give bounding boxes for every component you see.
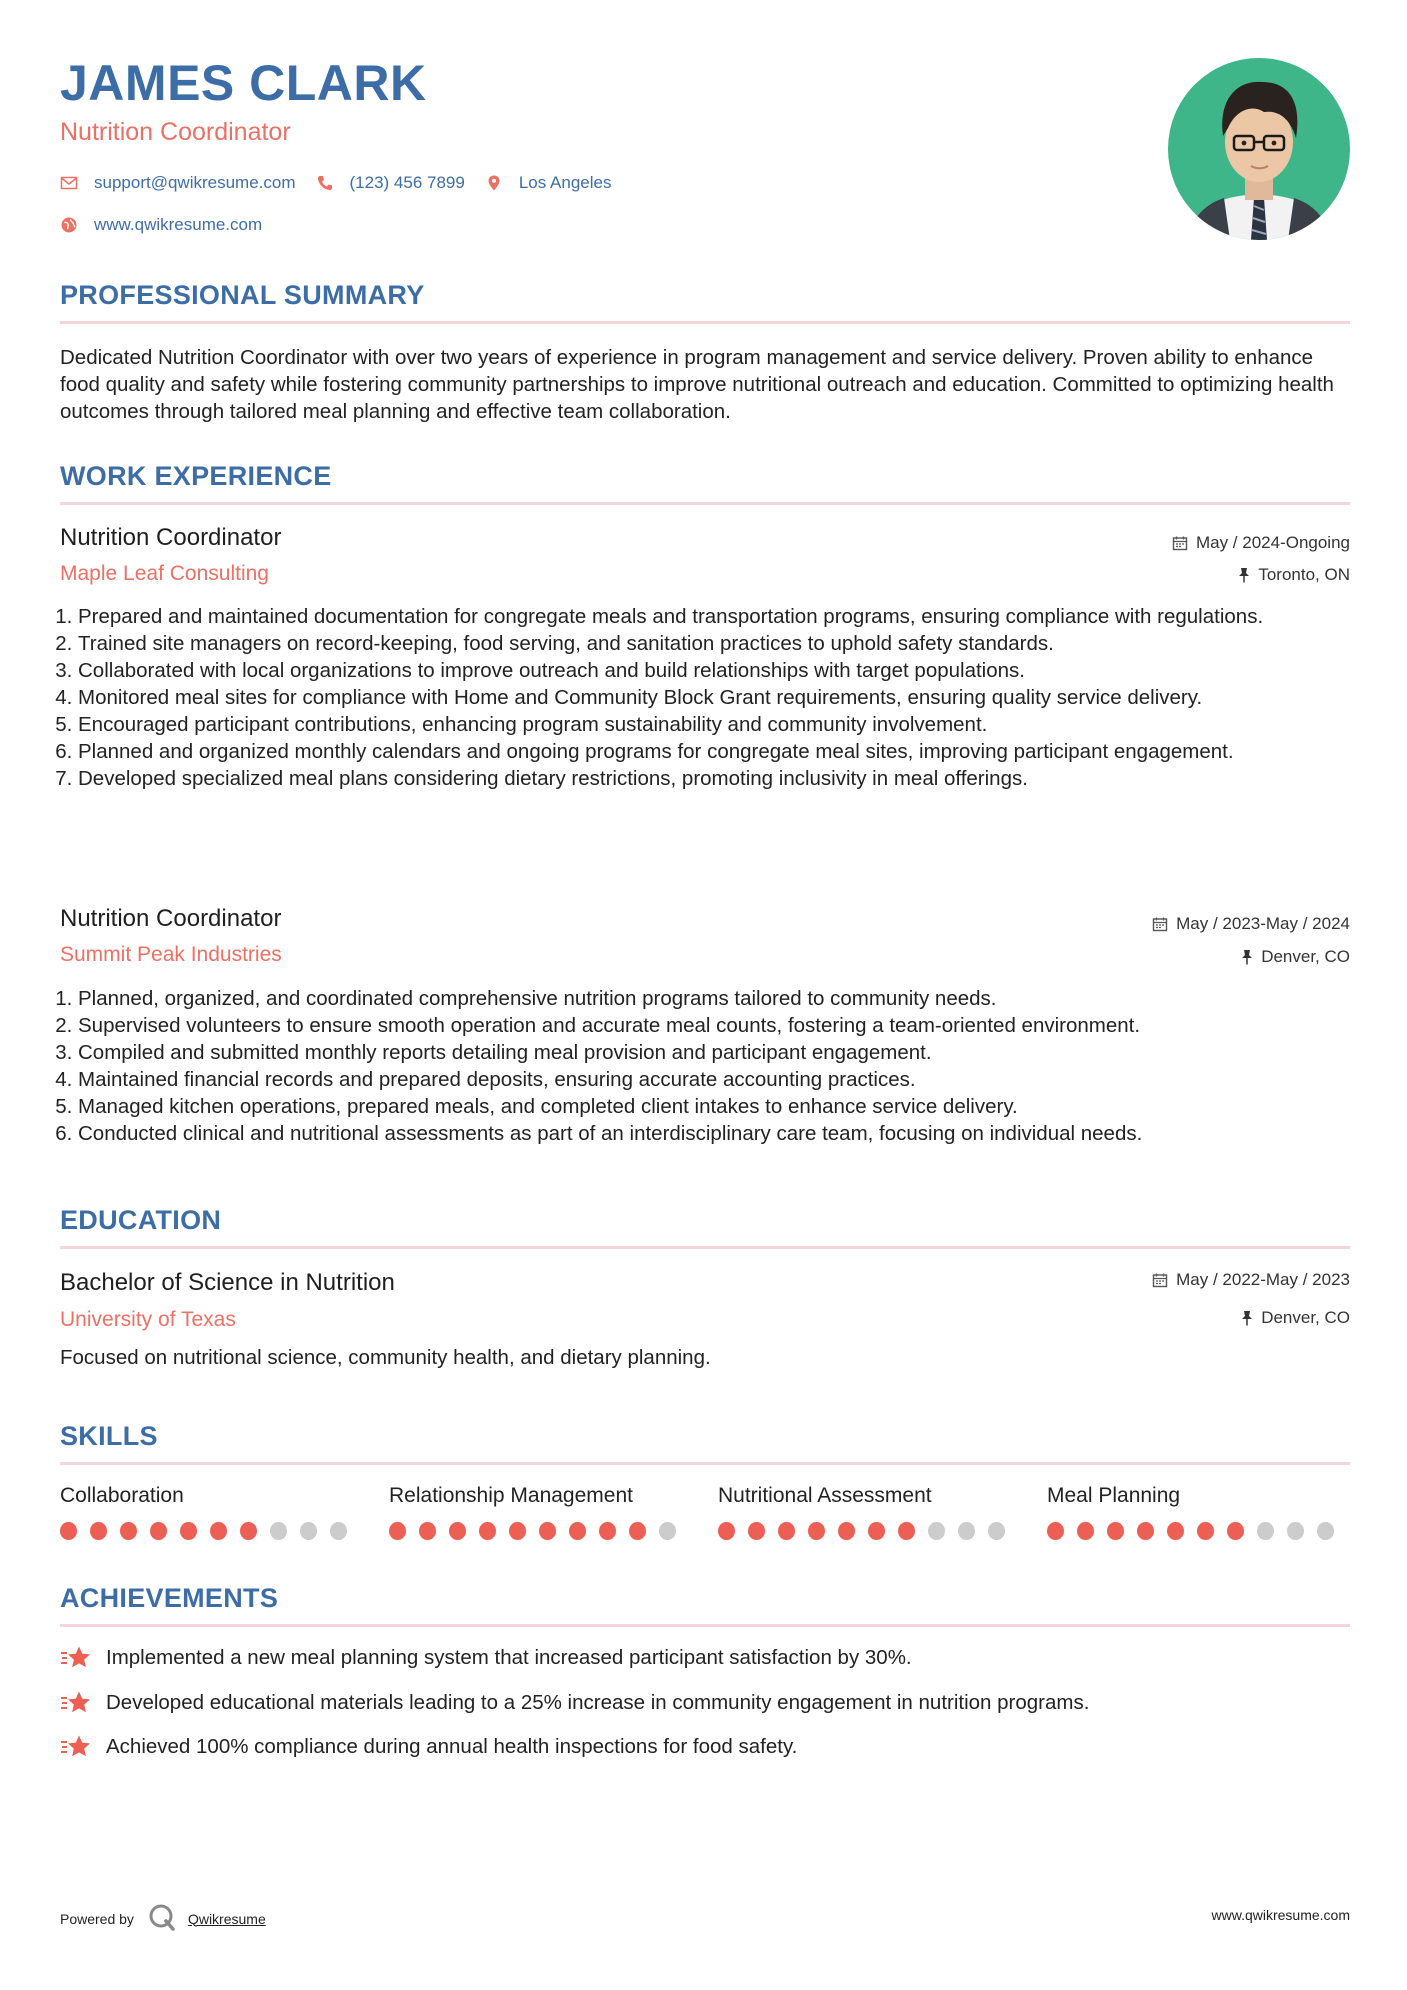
education-heading: EDUCATION — [60, 1205, 222, 1235]
company-name: Maple Leaf Consulting — [60, 562, 269, 585]
rating-dot-filled — [599, 1522, 616, 1540]
job-bullets — [60, 603, 1368, 792]
skill-item — [389, 1484, 689, 1540]
rating-dot-filled — [898, 1522, 915, 1540]
list-item: 1. Planned, organized, and coordinated comprehensive nutrition programs tailored to community needs. — [78, 985, 1368, 1012]
email-icon — [60, 174, 78, 192]
rating-dot-empty — [659, 1522, 676, 1540]
rating-dot-filled — [60, 1522, 77, 1540]
powered-by-label: Powered by — [60, 1910, 134, 1927]
globe-icon — [60, 216, 78, 234]
job-location — [1241, 947, 1350, 967]
website-link[interactable]: www.qwikresume.com — [94, 215, 263, 234]
skill-rating — [718, 1522, 1018, 1540]
skill-rating — [389, 1522, 689, 1540]
rating-dot-filled — [120, 1522, 137, 1540]
rating-dot-filled — [748, 1522, 765, 1540]
rating-dot-empty — [958, 1522, 975, 1540]
star-icon — [60, 1645, 92, 1671]
job-location-text: Toronto, ON — [1258, 565, 1350, 584]
location-pin-icon — [485, 174, 503, 192]
skill-item — [1047, 1484, 1347, 1540]
rating-dot-filled — [778, 1522, 795, 1540]
list-item: 2. Trained site managers on record-keeping, food serving, and sanitation practices to uphold safety standards. — [78, 630, 1368, 657]
rating-dot-empty — [928, 1522, 945, 1540]
rating-dot-filled — [1197, 1522, 1214, 1540]
skills-divider — [60, 1462, 1350, 1465]
footer-credit — [60, 1903, 266, 1934]
experience-divider — [60, 502, 1350, 505]
pushpin-icon — [1241, 949, 1253, 965]
rating-dot-filled — [419, 1522, 436, 1540]
list-item: 5. Encouraged participant contributions, enhancing program sustainability and community involvement. — [78, 711, 1368, 738]
rating-dot-empty — [1287, 1522, 1304, 1540]
experience-heading: WORK EXPERIENCE — [60, 461, 332, 491]
job-dates — [1152, 914, 1350, 934]
degree-title: Bachelor of Science in Nutrition — [60, 1269, 395, 1296]
qwikresume-logo-icon — [148, 1903, 176, 1934]
summary-heading: PROFESSIONAL SUMMARY — [60, 280, 425, 310]
rating-dot-filled — [150, 1522, 167, 1540]
education-dates — [1152, 1270, 1350, 1290]
list-item: 3. Compiled and submitted monthly reports detailing meal provision and participant engagement. — [78, 1039, 1368, 1066]
summary-divider — [60, 321, 1350, 324]
phone-icon — [316, 174, 334, 192]
achievement-item — [60, 1645, 912, 1671]
rating-dot-filled — [180, 1522, 197, 1540]
skill-item — [60, 1484, 360, 1540]
education-location — [1241, 1308, 1350, 1328]
list-item: 5. Managed kitchen operations, prepared meals, and completed client intakes to enhance service delivery. — [78, 1093, 1368, 1120]
achievement-text: Implemented a new meal planning system that increased participant satisfaction by 30%. — [106, 1646, 912, 1669]
candidate-name: JAMES CLARK — [60, 55, 427, 111]
list-item: 1. Prepared and maintained documentation for congregate meals and transportation programs, ensuring compliance with regulations. — [78, 603, 1368, 630]
achievement-item — [60, 1690, 1089, 1716]
star-icon — [60, 1734, 92, 1760]
rating-dot-empty — [988, 1522, 1005, 1540]
rating-dot-empty — [1257, 1522, 1274, 1540]
summary-text: Dedicated Nutrition Coordinator with over two years of experience in program management and service delivery. Proven ability to enhance food quality and safety while fostering community partnerships to improve nutritional outreach and education. Committed to optimizing health outcomes through tailored meal planning and effective team collaboration. — [60, 346, 1334, 423]
achievements-divider — [60, 1624, 1350, 1627]
rating-dot-filled — [1077, 1522, 1094, 1540]
list-item: 7. Developed specialized meal plans considering dietary restrictions, promoting inclusivity in meal offerings. — [78, 765, 1368, 792]
job-title: Nutrition Coordinator — [60, 905, 282, 932]
rating-dot-filled — [808, 1522, 825, 1540]
skill-name: Collaboration — [60, 1484, 184, 1507]
rating-dot-empty — [300, 1522, 317, 1540]
pushpin-icon — [1238, 567, 1250, 583]
rating-dot-filled — [90, 1522, 107, 1540]
rating-dot-empty — [1317, 1522, 1334, 1540]
rating-dot-empty — [270, 1522, 287, 1540]
skill-name: Meal Planning — [1047, 1484, 1181, 1507]
rating-dot-filled — [1167, 1522, 1184, 1540]
rating-dot-filled — [449, 1522, 466, 1540]
rating-dot-filled — [240, 1522, 257, 1540]
job-title: Nutrition Coordinator — [60, 524, 282, 551]
list-item: 4. Monitored meal sites for compliance with Home and Community Block Grant requirements, ensuring quality service delivery. — [78, 684, 1368, 711]
skills-heading: SKILLS — [60, 1421, 158, 1451]
school-name: University of Texas — [60, 1308, 236, 1331]
rating-dot-filled — [210, 1522, 227, 1540]
calendar-icon — [1172, 535, 1188, 551]
skill-rating — [1047, 1522, 1347, 1540]
rating-dot-filled — [539, 1522, 556, 1540]
footer-url[interactable]: www.qwikresume.com — [1211, 1907, 1350, 1923]
achievement-item — [60, 1734, 797, 1760]
phone-number[interactable]: (123) 456 7899 — [349, 173, 465, 192]
job-dates-text: May / 2023-May / 2024 — [1176, 914, 1350, 933]
profile-photo — [1168, 58, 1350, 240]
list-item: 6. Conducted clinical and nutritional assessments as part of an interdisciplinary care team, focusing on individual needs. — [78, 1120, 1368, 1147]
rating-dot-filled — [479, 1522, 496, 1540]
list-item: 2. Supervised volunteers to ensure smooth operation and accurate meal counts, fostering a team-oriented environment. — [78, 1012, 1368, 1039]
job-location — [1238, 565, 1350, 585]
list-item: 6. Planned and organized monthly calendars and ongoing programs for congregate meal sites, improving participant engagement. — [78, 738, 1368, 765]
company-name: Summit Peak Industries — [60, 943, 282, 966]
contact-row-secondary — [60, 215, 282, 235]
rating-dot-filled — [838, 1522, 855, 1540]
star-icon — [60, 1690, 92, 1716]
pushpin-icon — [1241, 1310, 1253, 1326]
rating-dot-filled — [1137, 1522, 1154, 1540]
rating-dot-filled — [629, 1522, 646, 1540]
skill-rating — [60, 1522, 360, 1540]
achievement-text: Achieved 100% compliance during annual health inspections for food safety. — [106, 1735, 798, 1758]
rating-dot-filled — [389, 1522, 406, 1540]
calendar-icon — [1152, 1272, 1168, 1288]
education-location-text: Denver, CO — [1261, 1308, 1350, 1327]
email-link[interactable]: support@qwikresume.com — [94, 173, 296, 192]
rating-dot-filled — [569, 1522, 586, 1540]
calendar-icon — [1152, 916, 1168, 932]
rating-dot-filled — [868, 1522, 885, 1540]
candidate-title: Nutrition Coordinator — [60, 118, 291, 146]
skill-name: Nutritional Assessment — [718, 1484, 932, 1507]
list-item: 3. Collaborated with local organizations to improve outreach and build relationships with target populations. — [78, 657, 1368, 684]
rating-dot-filled — [509, 1522, 526, 1540]
rating-dot-filled — [1107, 1522, 1124, 1540]
achievement-text: Developed educational materials leading to a 25% increase in community engagement in nutrition programs. — [106, 1691, 1090, 1714]
rating-dot-empty — [330, 1522, 347, 1540]
skill-item — [718, 1484, 1018, 1540]
education-divider — [60, 1246, 1350, 1249]
education-dates-text: May / 2022-May / 2023 — [1176, 1270, 1350, 1289]
education-description: Focused on nutritional science, community health, and dietary planning. — [60, 1346, 711, 1369]
achievements-heading: ACHIEVEMENTS — [60, 1583, 279, 1613]
job-location-text: Denver, CO — [1261, 947, 1350, 966]
job-dates — [1172, 533, 1350, 553]
rating-dot-filled — [1047, 1522, 1064, 1540]
brand-link[interactable]: Qwikresume — [187, 1910, 266, 1927]
job-bullets — [60, 985, 1368, 1147]
rating-dot-filled — [718, 1522, 735, 1540]
job-dates-text: May / 2024-Ongoing — [1195, 533, 1350, 552]
skill-name: Relationship Management — [389, 1484, 633, 1507]
list-item: 4. Maintained financial records and prepared deposits, ensuring accurate accounting practices. — [78, 1066, 1368, 1093]
rating-dot-filled — [1227, 1522, 1244, 1540]
contact-row-primary — [60, 173, 631, 193]
location-text: Los Angeles — [518, 173, 612, 192]
